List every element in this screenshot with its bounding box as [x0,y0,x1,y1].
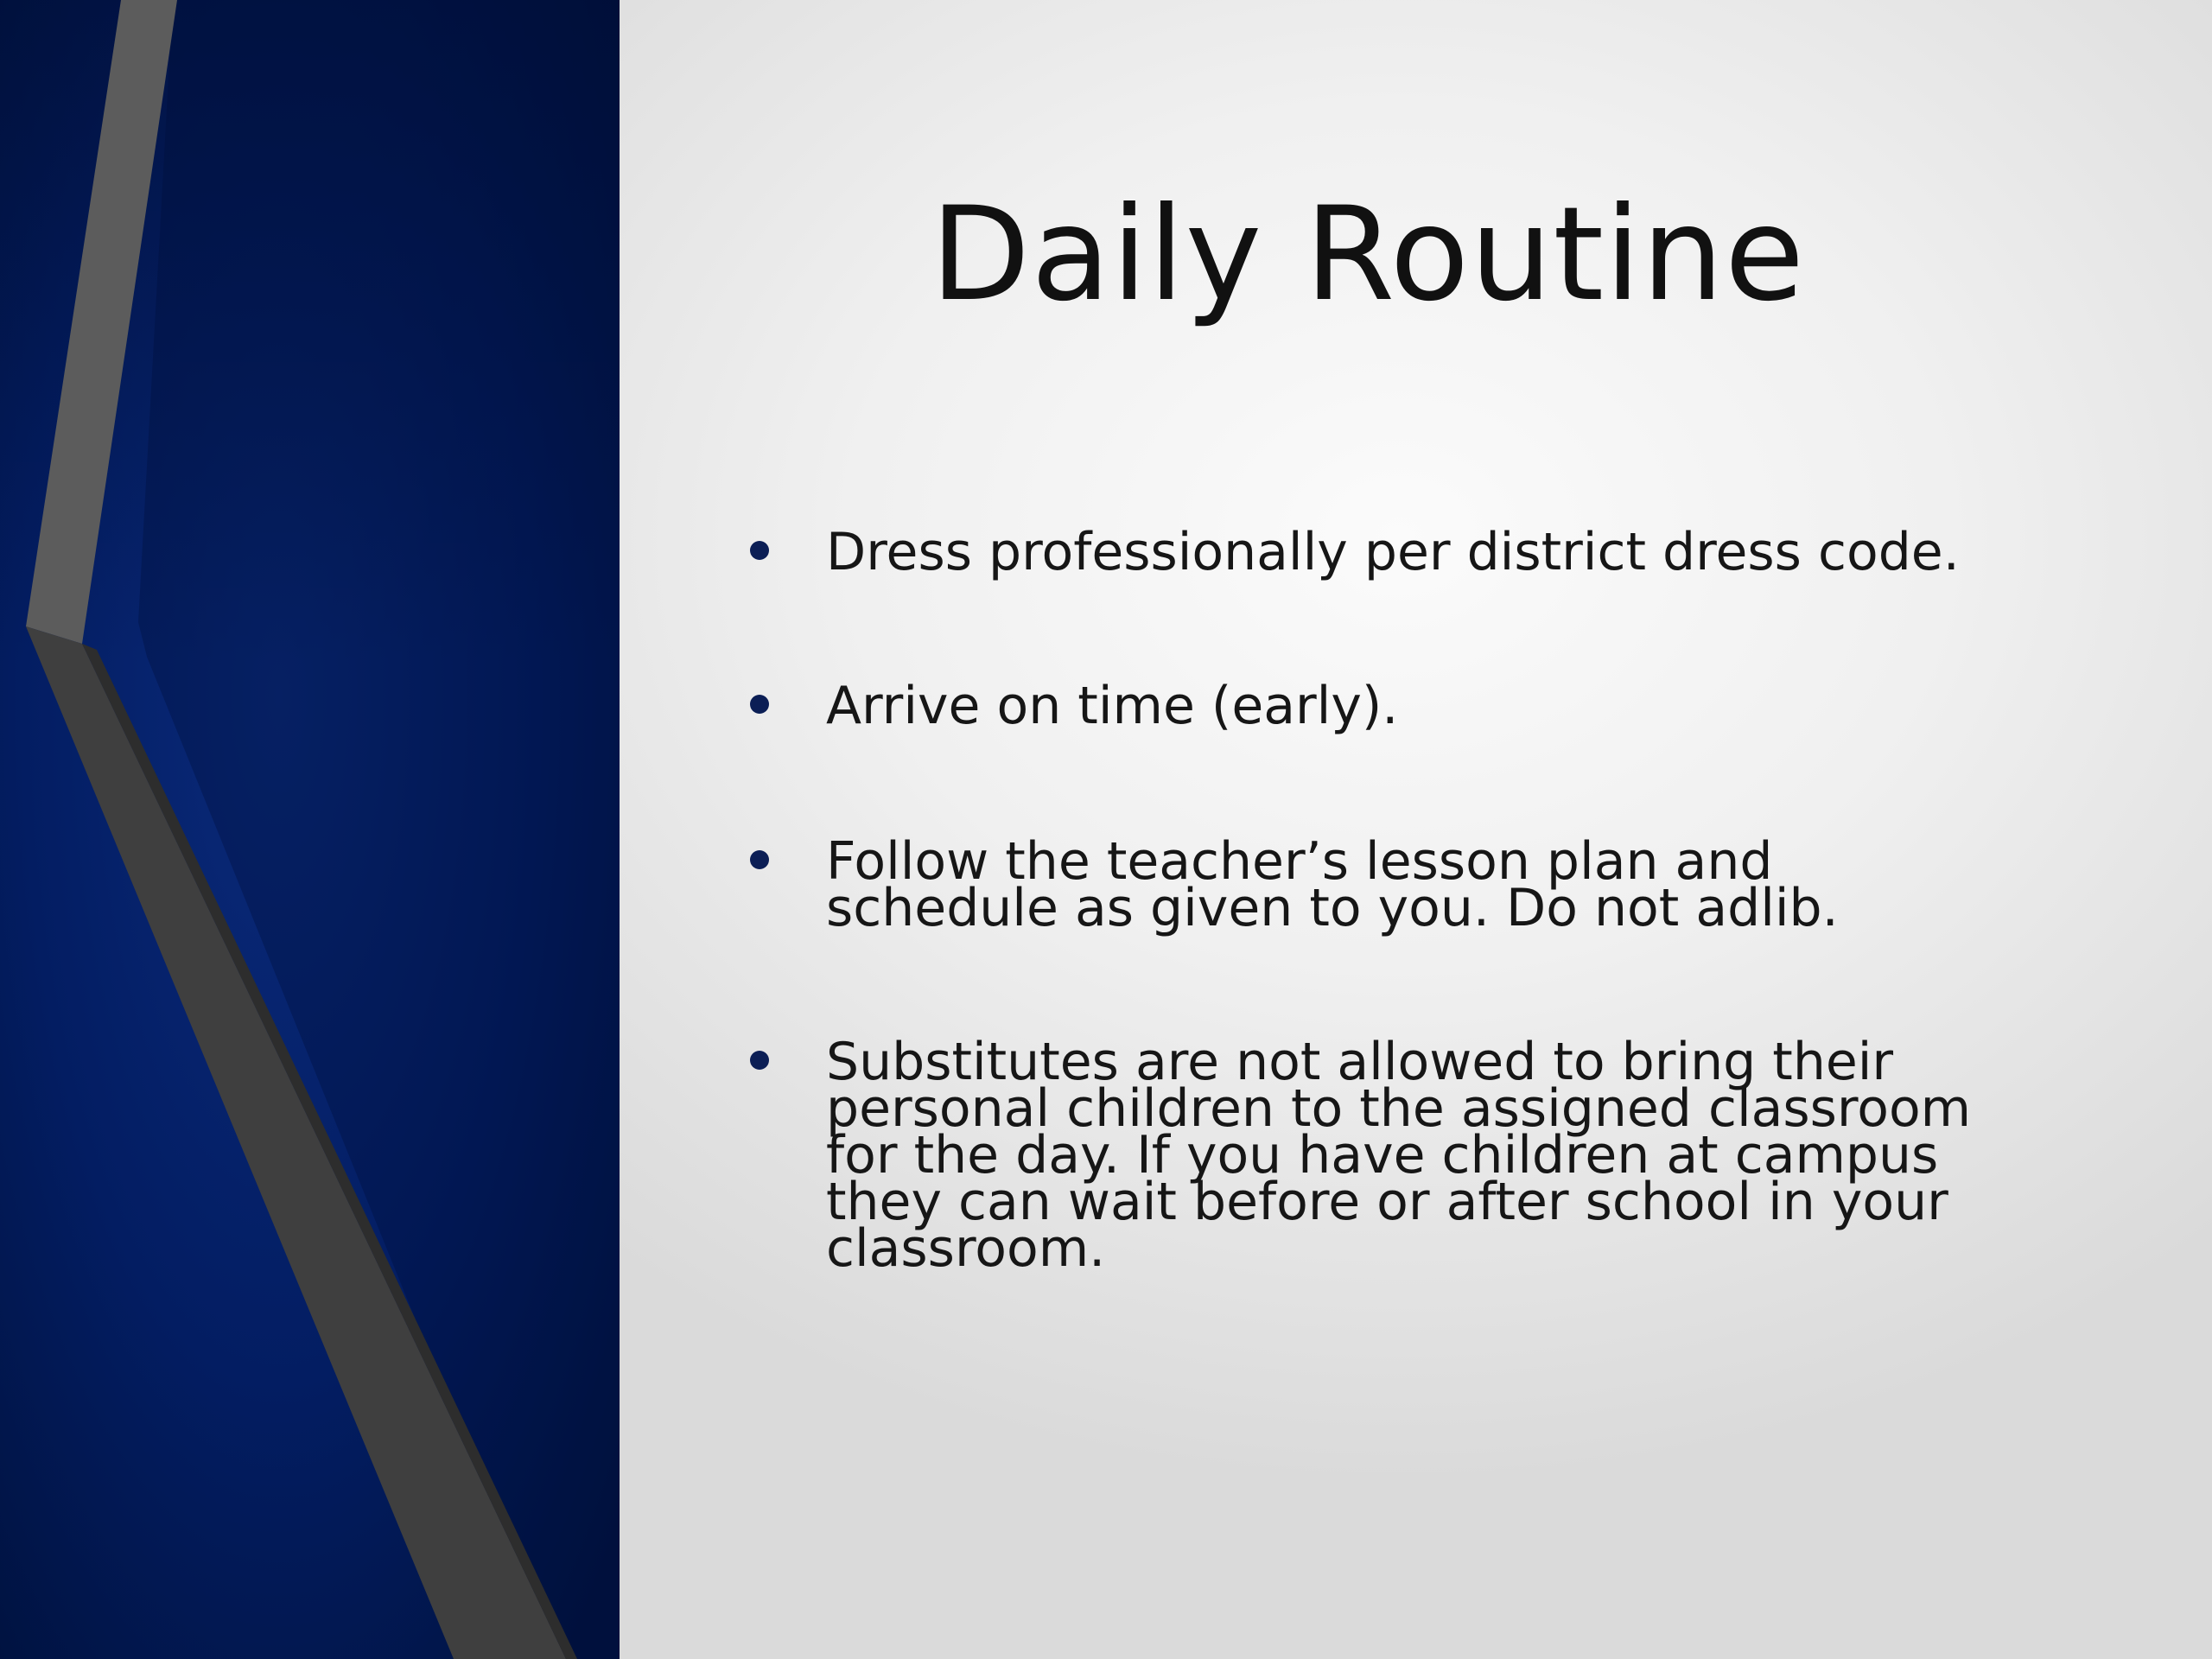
bullet-dot-icon [750,850,769,869]
bullet-dot-icon [750,1051,769,1070]
bullet-dot-icon [750,695,769,714]
slide-title: Daily Routine [930,180,1806,330]
bullet-text: Dress professionally per district dress code. [826,522,1960,582]
decorative-chevron-graphic [0,0,620,1659]
bullet-text: Substitutes are not allowed to bring their personal children to the assigned classroom for the day. If you have children at campus they can wait before or after school in your classroom. [826,1032,1972,1279]
bullet-dot-icon [750,541,769,560]
bullet-text: Follow the teacher’s lesson plan and schedule as given to you. Do not adlib. [826,831,1839,938]
bullet-text: Arrive on time (early). [826,676,1399,736]
decorative-side-panel [0,0,620,1659]
